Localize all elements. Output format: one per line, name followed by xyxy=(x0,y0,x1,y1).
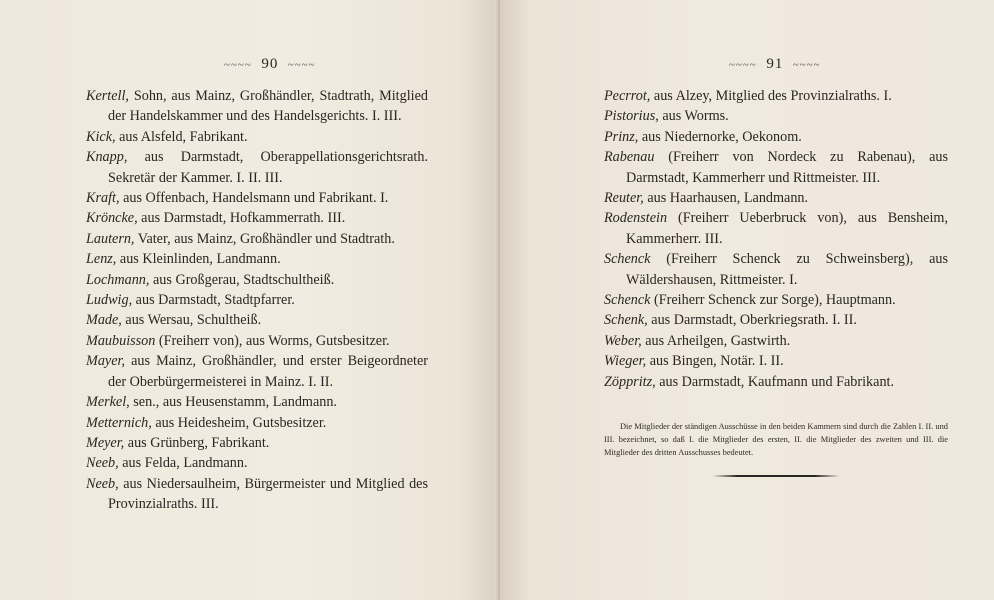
entry-details: aus Felda, Landmann. xyxy=(118,455,248,472)
entry-details: aus Grünberg, Fabrikant. xyxy=(124,434,270,451)
entry-details: aus Niedersaulheim, Bürgermeister und Mitglied des Provinzialraths. III. xyxy=(108,475,428,513)
entry-details: (Freiherr Schenck zu Schweinsberg), aus Wäldershausen, Rittmeister. I. xyxy=(626,251,948,288)
page-number-right xyxy=(729,56,821,73)
entry-details: sen., aus Heusenstamm, Landmann. xyxy=(129,394,337,411)
closing-rule xyxy=(712,475,840,477)
entry-name: Schenck xyxy=(604,251,651,268)
page-number-right-value: 91 xyxy=(766,56,784,72)
entry-name: Neeb, xyxy=(86,475,119,492)
list-item xyxy=(86,453,428,473)
entry-name: Kraft, xyxy=(86,190,120,207)
entry-name: Lenz, xyxy=(86,251,117,268)
entry-details: (Freiherr von), aus Worms, Gutsbesitzer. xyxy=(155,332,390,349)
entry-details: aus Haarhausen, Landmann. xyxy=(643,190,809,207)
entry-name: Lautern, xyxy=(86,230,135,247)
entry-name: Schenck xyxy=(604,292,651,309)
entry-name: Lochmann, xyxy=(86,271,150,288)
entry-name: Ludwig, xyxy=(86,292,133,309)
entry-name: Mayer, xyxy=(86,353,126,370)
entry-name: Neeb, xyxy=(86,455,119,472)
entry-details: (Freiherr Schenck zur Sorge), Hauptmann. xyxy=(650,292,896,309)
list-item xyxy=(86,86,428,127)
footnote: Die Mitglieder der ständigen Ausschüsse in den beiden Kammern sind durch die Zahlen I. II. und III. bezeichnet, so daß I. die Mitglieder des ersten, II. die Mitglieder des zweiten und III. die Mitglieder des dritten Ausschusses bedeutet. xyxy=(604,422,948,458)
entry-details: Vater, aus Mainz, Großhändler und Stadtrath. xyxy=(134,230,395,247)
entry-name: Kröncke, xyxy=(86,210,138,227)
list-item xyxy=(86,208,428,228)
left-entry-list xyxy=(86,86,428,515)
entry-name: Maubuisson xyxy=(86,332,156,349)
ornament-right-after: ~~~~ xyxy=(792,59,821,71)
entry-details: aus Bingen, Notär. I. II. xyxy=(646,353,784,370)
ornament-left-after: ~~~~ xyxy=(287,59,316,71)
entry-details: aus Darmstadt, Oberkriegsrath. I. II. xyxy=(647,312,857,329)
list-item xyxy=(86,127,428,147)
entry-details: aus Darmstadt, Stadtpfarrer. xyxy=(132,292,295,309)
ornament-left-before: ~~~~ xyxy=(224,59,252,71)
list-item xyxy=(604,290,948,310)
list-item xyxy=(86,310,428,330)
list-item xyxy=(604,310,948,330)
entry-details: aus Darmstadt, Kaufmann und Fabrikant. xyxy=(655,373,895,390)
page-number-left xyxy=(224,56,316,73)
entry-name: Wieger, xyxy=(604,353,647,370)
list-item xyxy=(86,290,428,310)
list-item xyxy=(86,351,428,392)
entry-details: aus Kleinlinden, Landmann. xyxy=(116,251,281,268)
entry-name: Knapp, xyxy=(86,149,128,166)
entry-details: aus Darmstadt, Hofkammerrath. III. xyxy=(137,210,346,227)
entry-details: aus Großgerau, Stadtschultheiß. xyxy=(149,271,335,288)
ornament-right-before: ~~~~ xyxy=(729,59,757,71)
list-item xyxy=(86,229,428,249)
entry-name: Rodenstein xyxy=(604,210,668,227)
list-item xyxy=(604,331,948,351)
entry-details: aus Mainz, Großhändler, und erster Beigeordneter der Oberbürgermeisterei in Mainz. I. II. xyxy=(108,353,428,390)
entry-details: aus Wersau, Schultheiß. xyxy=(121,312,262,329)
entry-name: Pistorius, xyxy=(604,108,659,125)
list-item xyxy=(604,106,948,126)
list-item xyxy=(86,474,428,515)
list-item xyxy=(86,413,428,433)
entry-details: aus Niedernorke, Oekonom. xyxy=(638,128,802,145)
list-item xyxy=(604,147,948,188)
entry-name: Made, xyxy=(86,312,122,329)
list-item xyxy=(86,433,428,453)
list-item xyxy=(604,86,948,106)
entry-name: Rabenau xyxy=(604,149,655,166)
list-item xyxy=(604,372,948,392)
entry-details: Sohn, aus Mainz, Großhändler, Stadtrath, Mitglied der Handelskammer und des Handelsgerichts. I. III. xyxy=(108,88,428,125)
list-item xyxy=(86,270,428,290)
entry-details: aus Darmstadt, Oberappellationsgerichtsrath. Sekretär der Kammer. I. II. III. xyxy=(108,149,428,186)
list-item xyxy=(604,208,948,249)
list-item xyxy=(604,351,948,371)
entry-name: Metternich, xyxy=(86,414,152,431)
entry-name: Prinz, xyxy=(604,128,639,145)
page-number-left-value: 90 xyxy=(261,56,279,72)
entry-details: (Freiherr von Nordeck zu Rabenau), aus Darmstadt, Kammerherr und Rittmeister. III. xyxy=(626,149,948,186)
entry-details: aus Alzey, Mitglied des Provinzialraths. I. xyxy=(650,88,892,104)
list-item xyxy=(86,147,428,188)
entry-details: aus Heidesheim, Gutsbesitzer. xyxy=(151,414,327,431)
list-item xyxy=(604,188,948,208)
entry-name: Reuter, xyxy=(604,190,644,207)
right-entry-list xyxy=(604,86,948,392)
entry-details: (Freiherr Ueberbruck von), aus Bensheim, Kammerherr. III. xyxy=(626,210,948,247)
list-item xyxy=(604,249,948,290)
right-page xyxy=(500,0,994,600)
entry-name: Meyer, xyxy=(86,434,125,451)
entry-name: Zöppritz, xyxy=(604,373,656,390)
list-item xyxy=(604,127,948,147)
entry-name: Merkel, xyxy=(86,394,130,411)
entry-name: Kertell, xyxy=(86,88,129,104)
list-item xyxy=(86,249,428,269)
entry-name: Schenk, xyxy=(604,312,648,329)
entry-name: Kick, xyxy=(86,128,116,145)
entry-name: Pecrrot, xyxy=(604,88,651,104)
entry-details: aus Worms. xyxy=(658,108,729,125)
list-item xyxy=(86,188,428,208)
entry-details: aus Offenbach, Handelsmann und Fabrikant. I. xyxy=(119,190,389,207)
entry-details: aus Alsfeld, Fabrikant. xyxy=(115,128,248,145)
entry-details: aus Arheilgen, Gastwirth. xyxy=(641,332,791,349)
list-item xyxy=(86,392,428,412)
list-item xyxy=(86,331,428,351)
entry-name: Weber, xyxy=(604,332,642,349)
